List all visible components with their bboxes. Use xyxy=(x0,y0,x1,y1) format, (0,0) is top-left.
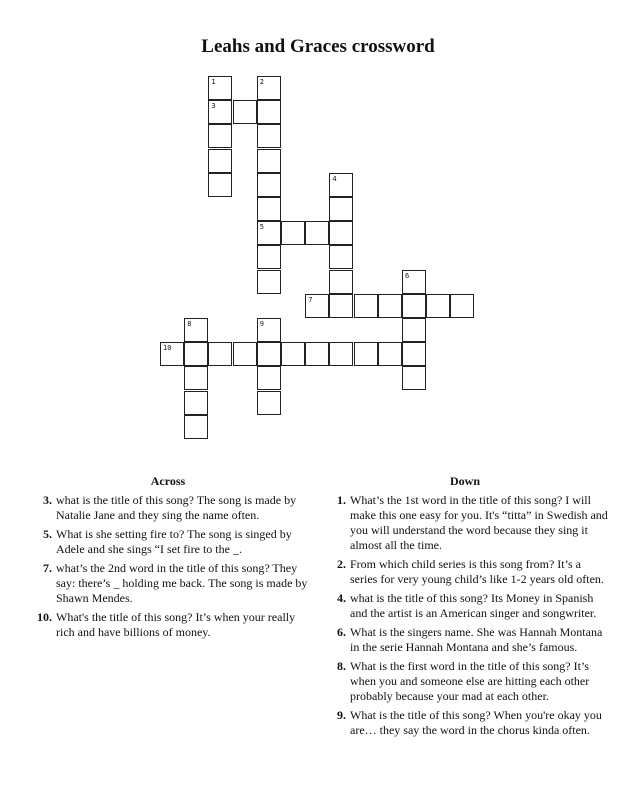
clue-number: 3. xyxy=(43,493,52,507)
crossword-cell[interactable] xyxy=(233,342,257,366)
cell-number: 7 xyxy=(308,295,313,304)
crossword-cell[interactable] xyxy=(281,342,305,366)
crossword-cell[interactable] xyxy=(305,294,329,318)
crossword-cell[interactable] xyxy=(402,294,426,318)
crossword-cell[interactable] xyxy=(257,197,281,221)
clue-across-5 xyxy=(28,527,308,557)
crossword-cell[interactable] xyxy=(329,294,353,318)
crossword-cell[interactable] xyxy=(184,318,208,342)
clue-number: 4. xyxy=(337,591,346,605)
crossword-cell[interactable] xyxy=(257,100,281,124)
crossword-cell[interactable] xyxy=(184,342,208,366)
clue-down-2 xyxy=(322,557,608,587)
crossword-cell[interactable] xyxy=(208,124,232,148)
cell-number: 4 xyxy=(332,174,337,183)
clue-across-10 xyxy=(28,610,308,640)
clue-text: What is the title of this song? When you're okay you are… they say the word in the chorus kinda often. xyxy=(350,708,602,737)
crossword-cell[interactable] xyxy=(305,221,329,245)
page-title: Leahs and Graces crossword xyxy=(201,36,435,57)
crossword-cell[interactable] xyxy=(329,221,353,245)
crossword-cell[interactable] xyxy=(257,270,281,294)
clue-text: what’s the 2nd word in the title of this song? They say: there’s _ holding me back. The song is made by Shawn Mendes. xyxy=(56,561,308,605)
crossword-cell[interactable] xyxy=(208,100,232,124)
crossword-cell[interactable] xyxy=(354,294,378,318)
clue-down-1 xyxy=(322,493,608,553)
crossword-cell[interactable] xyxy=(257,173,281,197)
crossword-cell[interactable] xyxy=(160,342,184,366)
crossword-cell[interactable] xyxy=(208,149,232,173)
cell-number: 2 xyxy=(259,78,265,86)
clue-text: From which child series is this song from? It’s a series for very young child’s like 1-2 years old often. xyxy=(350,557,604,586)
crossword-cell[interactable] xyxy=(257,318,281,342)
cell-number: 1 xyxy=(211,78,216,86)
crossword-cell[interactable] xyxy=(184,391,208,415)
crossword-cell[interactable] xyxy=(257,342,281,366)
crossword-cell[interactable] xyxy=(450,294,474,318)
crossword-cell[interactable] xyxy=(257,124,281,148)
crossword-cell[interactable] xyxy=(378,294,402,318)
crossword-cell[interactable] xyxy=(184,366,208,390)
crossword-cell[interactable] xyxy=(402,318,426,342)
crossword-cell[interactable] xyxy=(257,245,281,269)
clue-number: 9. xyxy=(337,708,346,722)
clue-text: what is the title of this song? The song is made by Natalie Jane and they sing the name often. xyxy=(56,493,297,522)
clue-number: 5. xyxy=(43,527,52,541)
clue-text: What is the first word in the title of this song? It’s when you and someone else are hitting each other probably because your mad at each other. xyxy=(350,659,590,703)
crossword-cell[interactable] xyxy=(184,415,208,439)
cell-number: 3 xyxy=(211,102,216,111)
crossword-cell[interactable] xyxy=(329,342,353,366)
crossword-cell[interactable] xyxy=(426,294,450,318)
clue-down-6 xyxy=(322,625,608,655)
clue-down-8 xyxy=(322,659,608,704)
across-heading: Across xyxy=(150,474,186,488)
clue-across-7 xyxy=(28,561,308,606)
clue-down-9 xyxy=(322,708,608,738)
clue-text: what is the title of this song? Its Money in Spanish and the artist is an American singer and songwriter. xyxy=(350,591,597,620)
crossword-cell[interactable] xyxy=(233,100,257,124)
crossword-cell[interactable] xyxy=(257,366,281,390)
crossword-cell[interactable] xyxy=(329,245,353,269)
crossword-cell[interactable] xyxy=(329,270,353,294)
clue-number: 10. xyxy=(37,610,52,624)
clue-text: What is she setting fire to? The song is singed by Adele and she sings “I set fire to the _. xyxy=(56,527,292,556)
cell-number: 8 xyxy=(187,320,192,328)
clue-number: 8. xyxy=(337,659,346,673)
crossword-cell[interactable] xyxy=(329,197,353,221)
cell-number: 10 xyxy=(163,344,172,353)
crossword-cell[interactable] xyxy=(402,270,426,294)
crossword-cell[interactable] xyxy=(305,342,329,366)
crossword-cell[interactable] xyxy=(281,221,305,245)
cell-number: 9 xyxy=(259,320,265,328)
crossword-cell[interactable] xyxy=(257,149,281,173)
clue-down-4 xyxy=(322,591,608,621)
crossword-cell[interactable] xyxy=(208,173,232,197)
crossword-cell[interactable] xyxy=(257,76,281,100)
clue-number: 7. xyxy=(43,561,52,575)
clue-text: What is the singers name. She was Hannah Montana in the serie Hannah Montana and she’s famous. xyxy=(350,625,603,654)
clue-text: What’s the 1st word in the title of this song? I will make this one easy for you. It's “titta” in Swedish and you will understand the word because they sing it almost all the time. xyxy=(350,493,608,552)
across-clues xyxy=(28,474,308,644)
cell-number: 6 xyxy=(405,271,410,280)
crossword-cell[interactable] xyxy=(257,221,281,245)
crossword-cell[interactable] xyxy=(257,391,281,415)
crossword-cell[interactable] xyxy=(329,173,353,197)
crossword-cell[interactable] xyxy=(378,342,402,366)
clue-text: What's the title of this song? It’s when your really rich and have billions of money. xyxy=(56,610,296,639)
crossword-cell[interactable] xyxy=(402,366,426,390)
down-heading: Down xyxy=(449,474,480,488)
clue-number: 1. xyxy=(337,493,346,507)
clue-number: 2. xyxy=(337,557,346,571)
crossword-cell[interactable] xyxy=(402,342,426,366)
crossword-cell[interactable] xyxy=(208,342,232,366)
clue-across-3 xyxy=(28,493,308,523)
down-clues xyxy=(322,474,608,742)
crossword-cell[interactable] xyxy=(354,342,378,366)
cell-number: 5 xyxy=(259,223,265,232)
crossword-cell[interactable] xyxy=(208,76,232,100)
clue-number: 6. xyxy=(337,625,346,639)
